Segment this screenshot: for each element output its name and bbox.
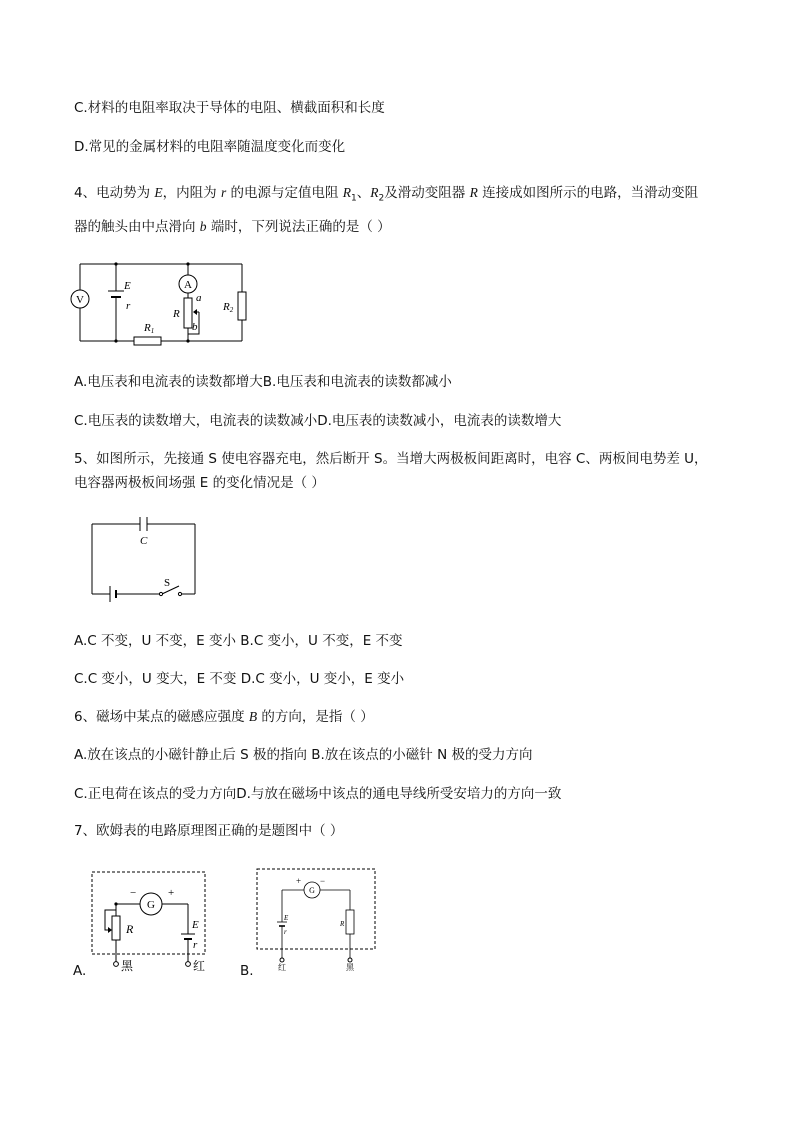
q4-voltmeter-label: V	[76, 294, 84, 306]
q5-options-cd: C.C 变小，U 变大，E 不变 D.C 变小，U 变小，E 变小	[74, 671, 405, 687]
q4-stem-text: 端时，下列说法正确的是（ ）	[206, 219, 391, 235]
q7b-minus-label: −	[320, 876, 326, 886]
q7b-plus-label: +	[296, 876, 302, 886]
q4-stem-line1	[74, 184, 698, 208]
q4-stem-text: 及滑动变阻器	[384, 185, 470, 201]
q4-symbol-r2-sub: 2	[378, 193, 385, 204]
q4-emf-label: E	[124, 280, 131, 292]
q4-stem-text: 4、电动势为	[74, 185, 155, 201]
q7b-internal-r-label: r	[284, 928, 287, 936]
q5-stem-line1: 5、如图所示，先接通 S 使电容器充电，然后断开 S。当增大两极板间距离时，电容 C、两板间电势差 U，	[74, 451, 708, 467]
q7-figure-a-label: A.	[73, 963, 87, 979]
q7a-internal-r-label: r	[193, 939, 198, 951]
q4-options-ab: A.电压表和电流表的读数都增大B.电压表和电流表的读数都减小	[74, 374, 452, 390]
q4-r2-label: R2	[223, 301, 234, 314]
q3-option-c: C.材料的电阻率取决于导体的电阻、横截面积和长度	[74, 100, 385, 116]
q6-symbol-b: B	[248, 709, 258, 724]
q7-stem: 7、欧姆表的电路原理图正确的是题图中（ ）	[74, 823, 344, 839]
q7b-resistor-label: R	[340, 920, 345, 928]
q5-switch-label: S	[164, 577, 171, 589]
q4-stem-text: 连接成如图所示的电路，当滑动变阻	[477, 185, 699, 201]
q7b-emf-label: E	[284, 914, 289, 922]
q4-internal-r-label: r	[126, 300, 131, 312]
q6-stem-text: 的方向，是指（ ）	[257, 709, 374, 725]
q4-r1-label: R1	[144, 322, 155, 335]
q7a-black-terminal-label: 黑	[121, 959, 134, 973]
q4-circuit-diagram	[66, 258, 256, 350]
q7-figure-a	[86, 866, 212, 974]
q5-options-ab: A.C 不变，U 不变，E 变小 B.C 变小，U 不变，E 不变	[74, 633, 403, 649]
q6-options-ab: A.放在该点的小磁针静止后 S 极的指向 B.放在该点的小磁针 N 极的受力方向	[74, 747, 533, 763]
q6-stem-text: 6、磁场中某点的磁感应强度	[74, 709, 249, 725]
q3-option-d: D.常见的金属材料的电阻率随温度变化而变化	[74, 139, 346, 155]
q4-symbol-e: E	[154, 185, 163, 200]
q7a-resistor-label: R	[126, 922, 134, 936]
q4-stem-text: 器的触头由中点滑向	[74, 219, 200, 235]
q6-stem	[74, 708, 374, 726]
q4-symbol-b: b	[199, 219, 207, 234]
q4-symbol-r: r	[220, 185, 227, 200]
q7b-red-terminal-label: 红	[278, 963, 286, 972]
q4-stem-line2	[74, 218, 391, 236]
q4-symbol-r2: R	[370, 185, 379, 200]
q4-end-b-label: b	[192, 321, 198, 333]
q4-symbol-r1-sub: 1	[351, 193, 357, 204]
q7b-galvanometer-label: G	[309, 886, 315, 895]
q7-figure-b-label: B.	[240, 963, 254, 979]
q4-rheostat-label: R	[173, 308, 180, 320]
q4-ammeter-label: A	[184, 279, 192, 291]
q7a-plus-label: +	[168, 887, 175, 899]
q4-stem-text: ，内阻为	[162, 185, 221, 201]
q4-options-cd: C.电压表的读数增大，电流表的读数减小D.电压表的读数减小，电流表的读数增大	[74, 413, 562, 429]
q5-stem-line2: 电容器两极板间场强 E 的变化情况是（ ）	[74, 475, 325, 491]
q7b-black-terminal-label: 黑	[346, 963, 354, 972]
q5-circuit-diagram	[84, 514, 204, 606]
q6-options-cd: C.正电荷在该点的受力方向D.与放在磁场中该点的通电导线所受安培力的方向一致	[74, 786, 562, 802]
q7a-emf-label: E	[192, 919, 199, 931]
q7a-minus-label: −	[130, 887, 137, 899]
q4-stem-text: 的电源与定值电阻	[226, 185, 343, 201]
q4-separator: 、	[356, 185, 371, 201]
q7-figure-b	[254, 866, 380, 976]
q7a-galvanometer-label: G	[147, 899, 155, 911]
q4-symbol-r1: R	[342, 185, 352, 200]
q5-capacitor-label: C	[140, 535, 148, 547]
q4-symbol-rheostat: R	[469, 185, 478, 200]
q4-end-a-label: a	[196, 292, 202, 304]
q7a-red-terminal-label: 红	[193, 959, 206, 973]
